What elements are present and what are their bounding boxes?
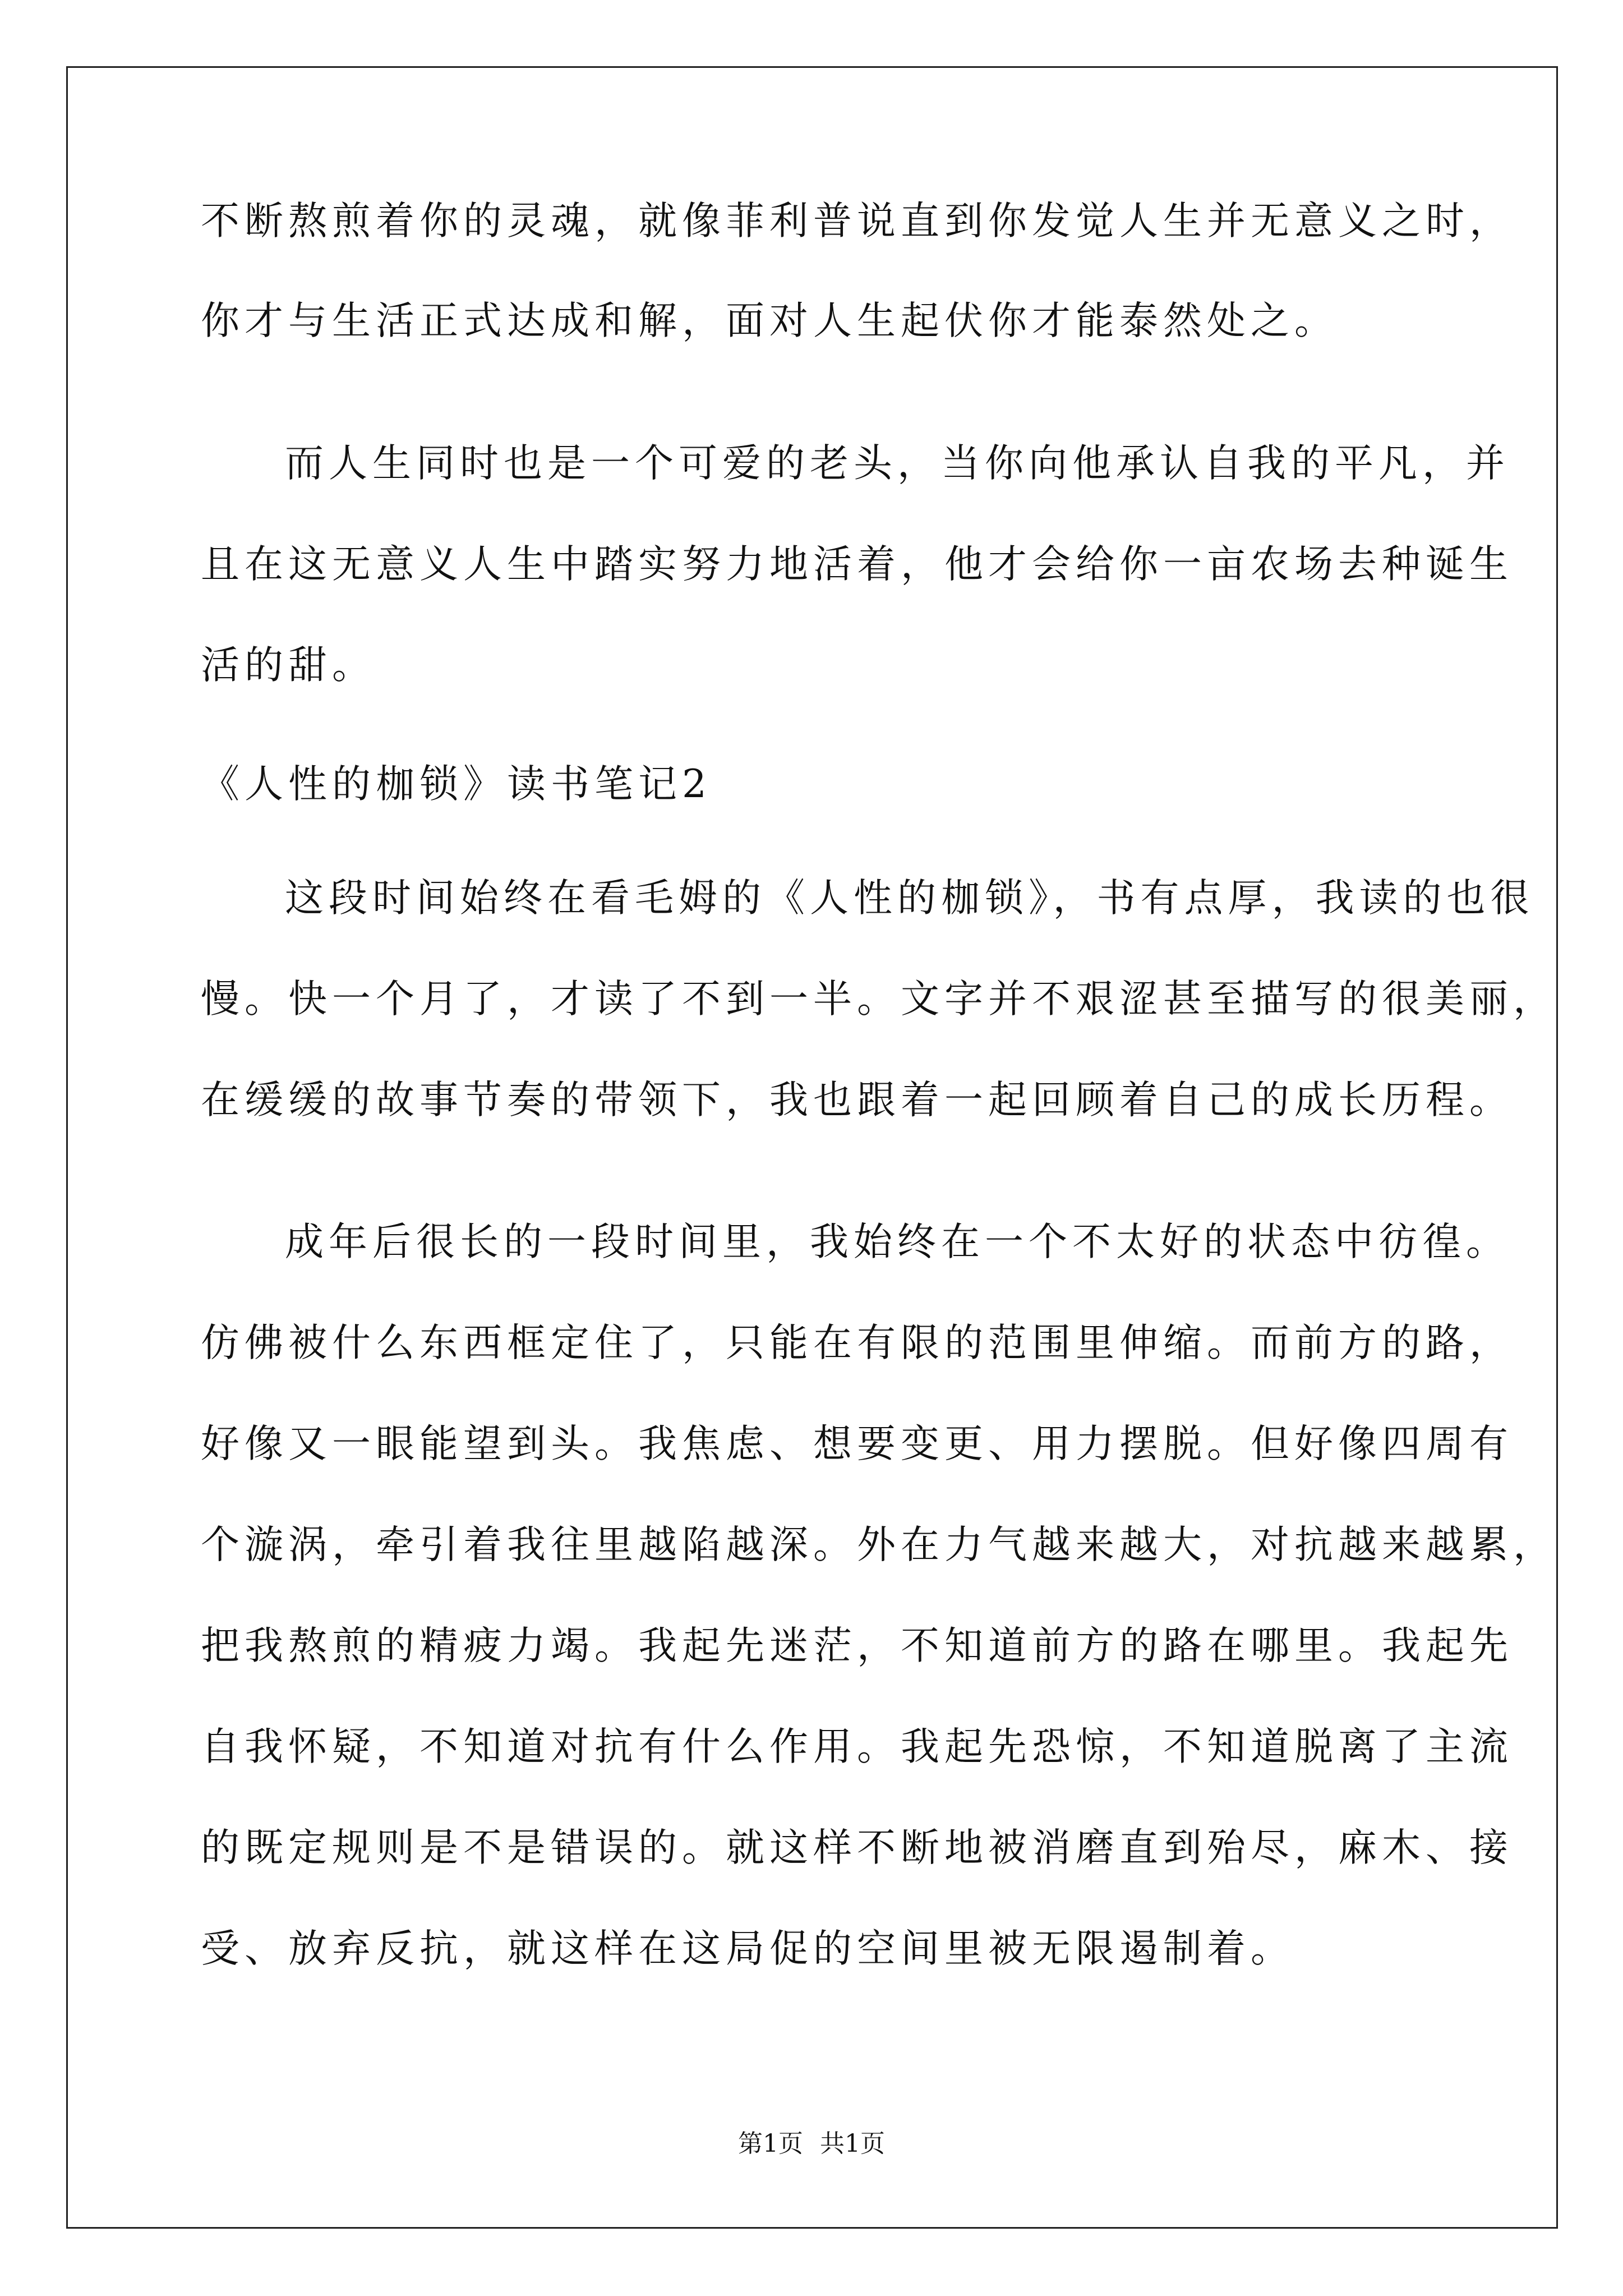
body-line: 自我怀疑，不知道对抗有什么作用。我起先恐惊，不知道脱离了主流 bbox=[201, 1724, 1513, 1769]
body-line: 个漩涡，牵引着我往里越陷越深。外在力气越来越大，对抗越来越累， bbox=[201, 1522, 1557, 1567]
body-line: 你才与生活正式达成和解，面对人生起伏你才能泰然处之。 bbox=[201, 298, 1338, 343]
body-line: 活的甜。 bbox=[201, 643, 376, 688]
body-line: 慢。快一个月了，才读了不到一半。文字并不艰涩甚至描写的很美丽， bbox=[201, 977, 1557, 1022]
body-line: 仿佛被什么东西框定住了，只能在有限的范围里伸缩。而前方的路， bbox=[201, 1320, 1513, 1365]
page-number-current: 第1页 bbox=[738, 2129, 803, 2158]
body-line: 把我熬煎的精疲力竭。我起先迷茫，不知道前方的路在哪里。我起先 bbox=[201, 1623, 1513, 1668]
body-line: 好像又一眼能望到头。我焦虑、想要变更、用力摆脱。但好像四周有 bbox=[201, 1421, 1513, 1466]
paragraph-first-line: 成年后很长的一段时间里，我始终在一个不太好的状态中彷徨。 bbox=[285, 1220, 1510, 1264]
paragraph-first-line: 而人生同时也是一个可爱的老头，当你向他承认自我的平凡，并 bbox=[285, 441, 1510, 486]
section-heading: 《人性的枷锁》读书笔记2 bbox=[201, 762, 712, 807]
body-line: 的既定规则是不是错误的。就这样不断地被消磨直到殆尽，麻木、接 bbox=[201, 1825, 1513, 1870]
page-border bbox=[66, 66, 1558, 2229]
page-number-total: 共1页 bbox=[820, 2129, 885, 2158]
body-line: 受、放弃反抗，就这样在这局促的空间里被无限遏制着。 bbox=[201, 1926, 1294, 1971]
page-footer bbox=[0, 2129, 1623, 2158]
body-line: 且在这无意义人生中踏实努力地活着，他才会给你一亩农场去种诞生 bbox=[201, 542, 1513, 587]
paragraph-first-line: 这段时间始终在看毛姆的《人性的枷锁》，书有点厚，我读的也很 bbox=[285, 876, 1534, 921]
body-line: 在缓缓的故事节奏的带领下，我也跟着一起回顾着自己的成长历程。 bbox=[201, 1078, 1513, 1122]
body-line: 不断熬煎着你的灵魂，就像菲利普说直到你发觉人生并无意义之时， bbox=[201, 199, 1513, 243]
